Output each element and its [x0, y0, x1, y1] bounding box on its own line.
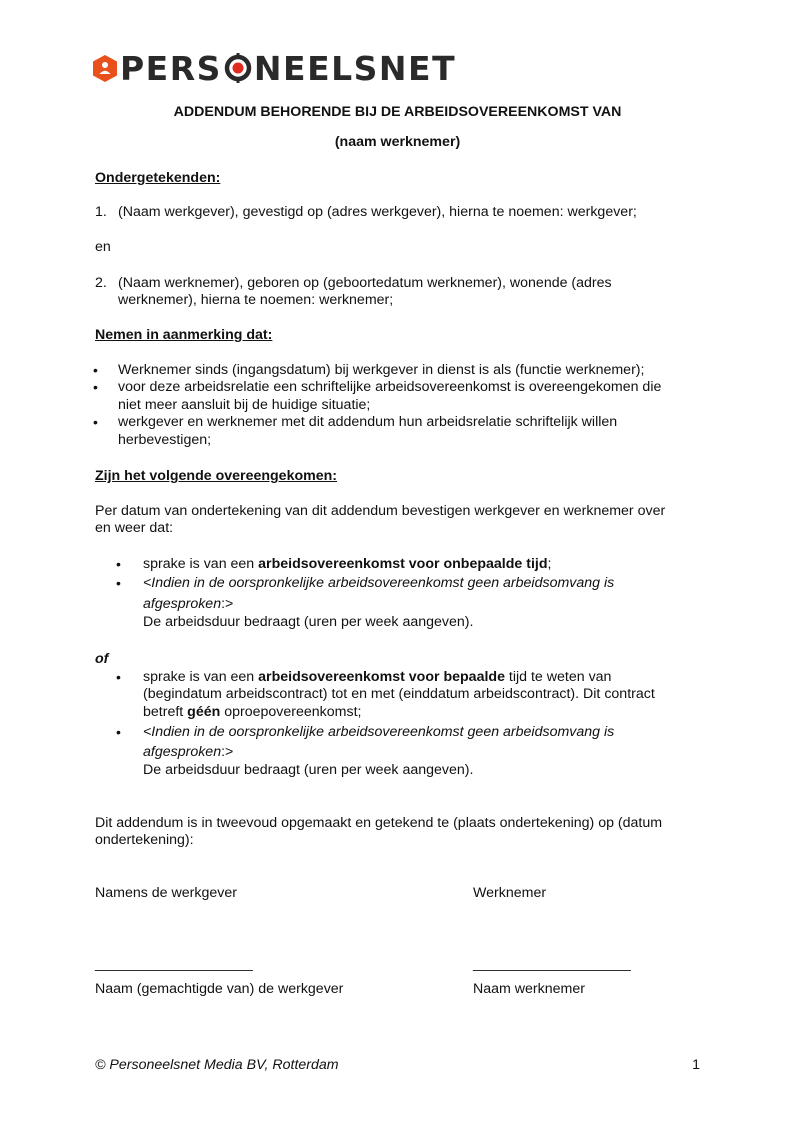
- bullet-icon: •: [116, 575, 121, 591]
- list-number: 2.: [95, 275, 107, 291]
- agreement-intro-line1: Per datum van ondertekening van dit addendum bevestigen werkgever en werknemer over: [95, 503, 666, 519]
- section-heading-parties: Ondergetekenden:: [95, 170, 221, 186]
- consideration-3-line1: werkgever en werknemer met dit addendum hun arbeidsrelatie schriftelijk willen: [118, 414, 618, 430]
- signature-line-employer: ____________________: [95, 956, 253, 972]
- party-employer: (Naam werkgever), gevestigd op (adres werkgever), hierna te noemen: werkgever;: [118, 204, 637, 220]
- logo-text-end: NEELSNET: [253, 48, 457, 88]
- option-fixed-note-line1: <Indien in de oorspronkelijke arbeidsovereenkomst geen arbeidsomvang is: [143, 724, 615, 740]
- closing-line2: ondertekening):: [95, 832, 194, 848]
- agreement-intro-line2: en weer dat:: [95, 520, 174, 536]
- hexagon-person-icon: [93, 55, 117, 82]
- bullet-icon: •: [116, 669, 121, 685]
- option-fixed-line1: sprake is van een arbeidsovereenkomst voor bepaalde tijd te weten van: [143, 669, 612, 685]
- signature-name-employee: Naam werknemer: [473, 981, 585, 997]
- conjunction-text: en: [95, 239, 111, 255]
- bullet-icon: •: [116, 724, 121, 740]
- section-heading-agreement: Zijn het volgende overeengekomen:: [95, 468, 338, 484]
- option-indefinite-note-line2: afgesproken:>: [143, 596, 234, 612]
- consideration-3-line2: herbevestigen;: [118, 432, 212, 448]
- signature-name-employer: Naam (gemachtigde van) de werkgever: [95, 981, 344, 997]
- document-title: ADDENDUM BEHORENDE BIJ DE ARBEIDSOVEREENKOMST VAN: [173, 104, 622, 120]
- option-indefinite-hours: De arbeidsduur bedraagt (uren per week aangeven).: [143, 614, 474, 630]
- bullet-icon: •: [116, 556, 121, 572]
- signature-label-employer: Namens de werkgever: [95, 885, 237, 901]
- consideration-2-line1: voor deze arbeidsrelatie een schriftelijke arbeidsovereenkomst is overeengekomen die: [118, 379, 662, 395]
- logo-text-start: PERS: [120, 48, 222, 88]
- signature-line-employee: ____________________: [473, 956, 631, 972]
- option-fixed-note-line2: afgesproken:>: [143, 744, 234, 760]
- option-fixed-line3: betreft géén oproepovereenkomst;: [143, 704, 362, 720]
- option-fixed-hours: De arbeidsduur bedraagt (uren per week aangeven).: [143, 762, 474, 778]
- option-indefinite-note-line1: <Indien in de oorspronkelijke arbeidsovereenkomst geen arbeidsomvang is: [143, 575, 615, 591]
- page-number: 1: [692, 1057, 700, 1073]
- bullet-icon: •: [93, 362, 98, 378]
- closing-line1: Dit addendum is in tweevoud opgemaakt en getekend te (plaats ondertekening) op (datum: [95, 815, 663, 831]
- bullet-icon: •: [93, 414, 98, 430]
- logo: [93, 48, 456, 88]
- bullet-icon: •: [93, 379, 98, 395]
- section-heading-considerations: Nemen in aanmerking dat:: [95, 327, 273, 343]
- signature-label-employee: Werknemer: [473, 885, 547, 901]
- consideration-1: Werknemer sinds (ingangsdatum) bij werkgever in dienst is als (functie werknemer);: [118, 362, 645, 378]
- party-employee-line1: (Naam werknemer), geboren op (geboortedatum werknemer), wonende (adres: [118, 275, 612, 291]
- option-fixed-line2: (begindatum arbeidscontract) tot en met (einddatum arbeidscontract). Dit contract: [143, 686, 655, 702]
- or-separator: of: [95, 651, 109, 667]
- document-subtitle: (naam werknemer): [334, 134, 461, 150]
- party-employee-line2: werknemer), hierna te noemen: werknemer;: [118, 292, 394, 308]
- consideration-2-line2: niet meer aansluit bij de huidige situatie;: [118, 397, 371, 413]
- footer-copyright: © Personeelsnet Media BV, Rotterdam: [95, 1057, 339, 1073]
- option-indefinite: sprake is van een arbeidsovereenkomst voor onbepaalde tijd;: [143, 556, 552, 572]
- list-number: 1.: [95, 204, 107, 220]
- target-o-icon: [223, 53, 253, 83]
